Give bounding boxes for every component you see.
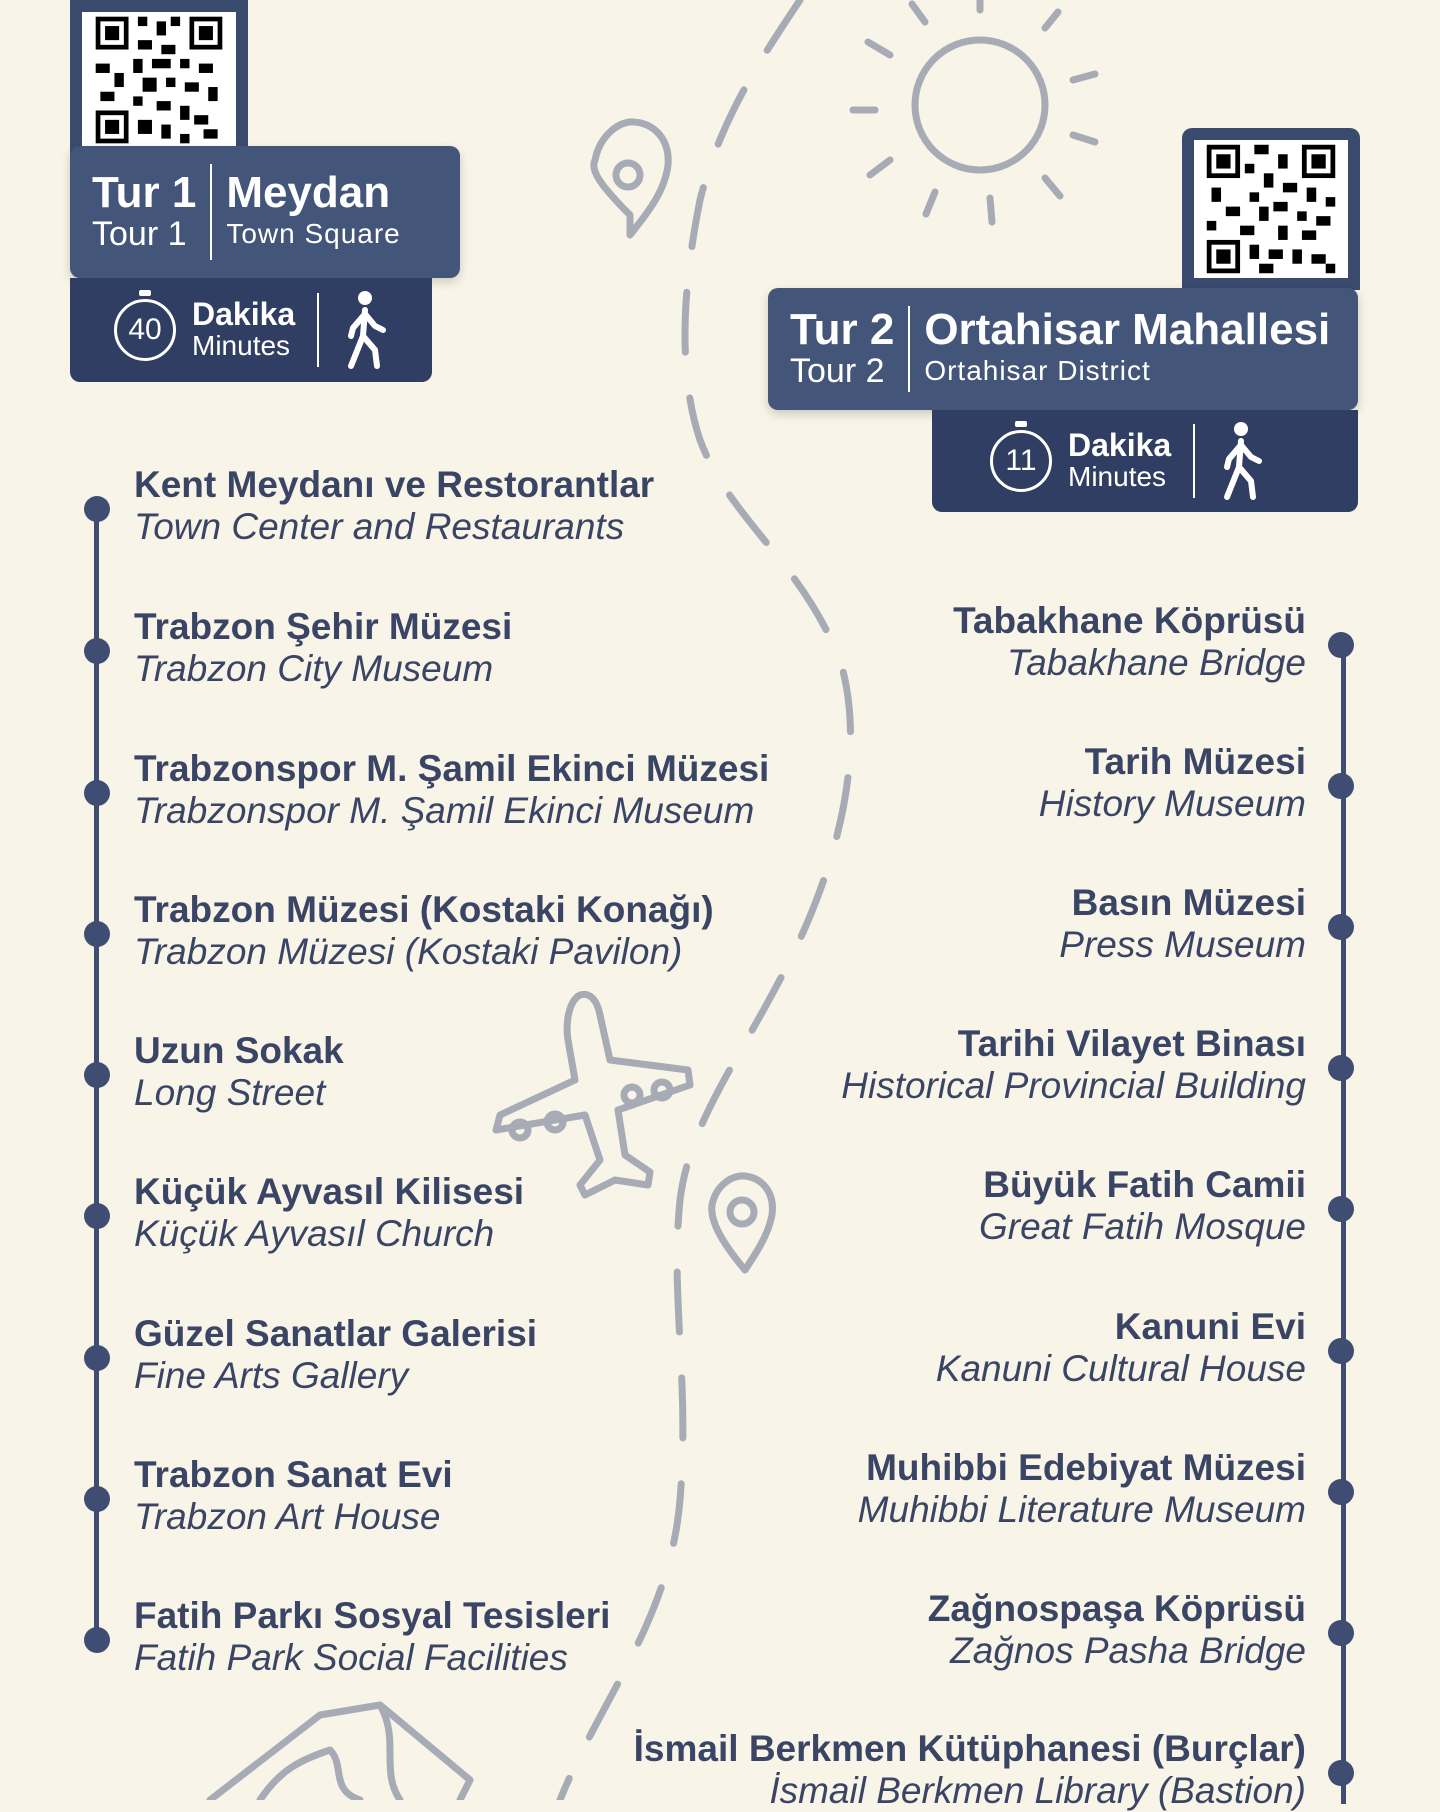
tour1-stop[interactable] — [134, 1313, 537, 1397]
stop-name-tr: Kanuni Evi — [1114, 1306, 1306, 1347]
tour1-name — [212, 168, 414, 253]
location-pin-icon — [712, 1176, 773, 1270]
map-icon — [210, 1705, 470, 1800]
stop-marker — [1328, 632, 1354, 658]
tour2-header — [768, 288, 1358, 410]
tour1-duration-tr: Dakika — [192, 296, 296, 332]
tour1-stop[interactable] — [134, 1454, 453, 1538]
tour1-qr-code[interactable] — [70, 0, 248, 160]
stop-name-tr: Tabakhane Köprüsü — [953, 600, 1306, 641]
stop-name-en: Fatih Park Social Facilities — [134, 1637, 568, 1678]
tour1-stop[interactable] — [134, 889, 714, 973]
stop-name-en: İsmail Berkmen Library (Bastion) — [769, 1770, 1306, 1811]
walking-person-icon — [1217, 421, 1263, 501]
tour2-name — [910, 305, 1344, 390]
stop-marker — [1328, 1479, 1354, 1505]
stop-name-tr: Basın Müzesi — [1071, 882, 1306, 923]
stop-name-en: Küçük Ayvasıl Church — [134, 1213, 495, 1254]
tour2-stop[interactable] — [634, 1728, 1306, 1812]
tour1-header — [70, 146, 460, 278]
tour2-stop[interactable] — [1059, 882, 1306, 966]
tour1-stop[interactable] — [134, 1595, 610, 1679]
stop-name-tr: Trabzon Müzesi (Kostaki Konağı) — [134, 889, 714, 930]
tour2-duration-tr: Dakika — [1068, 427, 1172, 463]
tour1-duration — [70, 278, 432, 382]
tour2-stop[interactable] — [858, 1447, 1306, 1531]
stop-marker — [84, 1486, 110, 1512]
stop-marker — [84, 638, 110, 664]
stop-name-tr: Fatih Parkı Sosyal Tesisleri — [134, 1595, 611, 1636]
sun-icon — [853, 0, 1095, 222]
tour1-name-en: Town Square — [226, 218, 401, 249]
stop-name-en: Tabakhane Bridge — [1007, 642, 1306, 683]
stop-name-en: Press Museum — [1059, 924, 1306, 965]
stop-marker — [84, 921, 110, 947]
timer-icon — [114, 299, 176, 361]
stop-marker — [84, 1203, 110, 1229]
stop-name-en: Trabzon Art House — [134, 1496, 441, 1537]
tour2-stop[interactable] — [928, 1588, 1306, 1672]
stop-name-en: Trabzon City Museum — [134, 648, 494, 689]
stop-name-en: Kanuni Cultural House — [935, 1348, 1306, 1389]
tour1-duration-divider — [317, 293, 319, 367]
tour2-stop[interactable] — [936, 1306, 1306, 1390]
stop-marker — [1328, 1196, 1354, 1222]
tour2-name-en: Ortahisar District — [924, 355, 1151, 386]
tour2-duration — [932, 410, 1358, 512]
stop-name-en: Zağnos Pasha Bridge — [950, 1630, 1306, 1671]
stop-marker — [1328, 773, 1354, 799]
stop-name-en: Town Center and Restaurants — [134, 506, 625, 547]
stop-marker — [84, 1062, 110, 1088]
tour2-duration-en: Minutes — [1068, 461, 1167, 492]
stop-name-en: Trabzon Müzesi (Kostaki Pavilon) — [134, 931, 683, 972]
airplane-icon — [496, 994, 690, 1195]
stop-marker — [84, 496, 110, 522]
walking-person-icon — [341, 290, 387, 370]
stop-name-tr: Trabzonspor M. Şamil Ekinci Müzesi — [134, 748, 770, 789]
stop-name-en: Historical Provincial Building — [841, 1065, 1306, 1106]
tour1-name-tr: Meydan — [226, 168, 391, 217]
tour2-number — [768, 305, 908, 390]
tour2-stop[interactable] — [979, 1164, 1306, 1248]
stop-marker — [84, 1627, 110, 1653]
stop-name-tr: Kent Meydanı ve Restorantlar — [134, 464, 655, 505]
stop-name-tr: Güzel Sanatlar Galerisi — [134, 1313, 538, 1354]
tour2-tour-label: Tour 2 — [790, 352, 885, 390]
stop-marker — [84, 1345, 110, 1371]
tour2-name-tr: Ortahisar Mahallesi — [924, 305, 1331, 354]
tour2-stop[interactable] — [841, 1023, 1306, 1107]
tour1-stop[interactable] — [134, 1171, 524, 1255]
tour1-stop[interactable] — [134, 1030, 344, 1114]
stop-name-en: Trabzonspor M. Şamil Ekinci Museum — [134, 790, 755, 831]
stop-name-tr: Tarih Müzesi — [1084, 741, 1306, 782]
location-pin-icon — [594, 122, 668, 235]
stop-name-tr: Büyük Fatih Camii — [983, 1164, 1306, 1205]
stop-name-tr: İsmail Berkmen Kütüphanesi (Burçlar) — [633, 1728, 1306, 1769]
stop-name-tr: Trabzon Sanat Evi — [134, 1454, 453, 1495]
tour2-qr-code[interactable] — [1182, 128, 1360, 290]
stop-name-tr: Muhibbi Edebiyat Müzesi — [866, 1447, 1306, 1488]
stop-name-tr: Uzun Sokak — [134, 1030, 344, 1071]
stop-name-tr: Küçük Ayvasıl Kilisesi — [134, 1171, 525, 1212]
tour1-duration-value: 40 — [128, 313, 162, 346]
stop-name-tr: Trabzon Şehir Müzesi — [134, 606, 513, 647]
tour2-duration-value: 11 — [1005, 444, 1037, 477]
tour1-stop[interactable] — [134, 464, 654, 548]
stop-marker — [84, 780, 110, 806]
stop-name-en: Fine Arts Gallery — [134, 1355, 409, 1396]
tour1-tur-label: Tur 1 — [92, 168, 197, 217]
tour1-stop[interactable] — [134, 748, 769, 832]
stop-marker — [1328, 1760, 1354, 1786]
tour2-stop[interactable] — [1039, 741, 1306, 825]
tour1-number — [70, 168, 210, 253]
stop-name-tr: Tarihi Vilayet Binası — [957, 1023, 1306, 1064]
timer-icon — [990, 430, 1052, 492]
stop-name-en: Great Fatih Mosque — [979, 1206, 1306, 1247]
stop-name-en: History Museum — [1038, 783, 1306, 824]
qr-code-icon — [82, 12, 236, 148]
stop-marker — [1328, 1620, 1354, 1646]
tour2-stop[interactable] — [953, 600, 1306, 684]
stop-marker — [1328, 1338, 1354, 1364]
stop-marker — [1328, 1055, 1354, 1081]
tour2-tur-label: Tur 2 — [790, 305, 895, 354]
tour2-duration-divider — [1193, 424, 1195, 498]
tour1-duration-en: Minutes — [192, 330, 291, 361]
stop-name-en: Long Street — [134, 1072, 326, 1113]
tour1-stop[interactable] — [134, 606, 512, 690]
stop-marker — [1328, 914, 1354, 940]
tour1-tour-label: Tour 1 — [92, 215, 187, 253]
stop-name-tr: Zağnospaşa Köprüsü — [927, 1588, 1306, 1629]
stop-name-en: Muhibbi Literature Museum — [857, 1489, 1306, 1530]
qr-code-icon — [1194, 140, 1348, 278]
